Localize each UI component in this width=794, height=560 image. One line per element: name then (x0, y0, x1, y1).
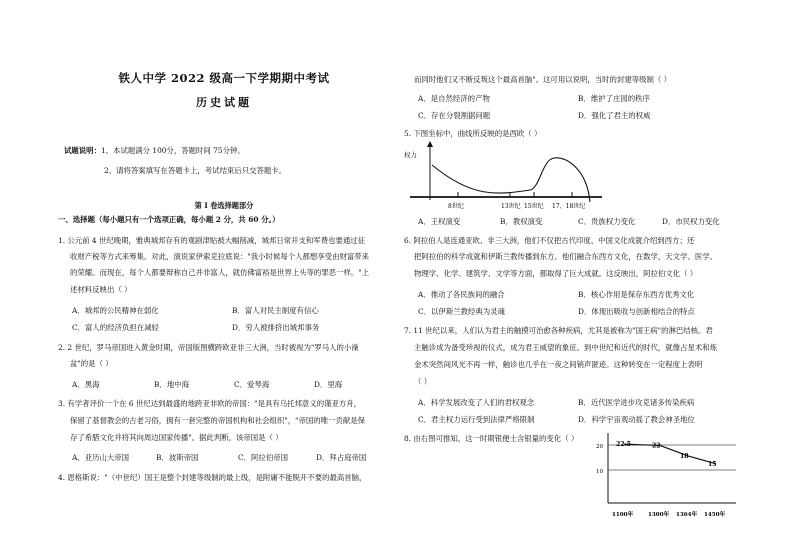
instructions (64, 145, 394, 157)
q4-stem-1: 4. 恩格斯说："（中世纪）国王是整个封建等级制的最上级，是附庸不能脱开不要的最高首脑， (58, 473, 367, 482)
q2-option-c: C．爱琴海 (234, 380, 270, 389)
q6-option-d: D．体现出吸收与创新相结合的特点 (578, 307, 695, 316)
q6-stem-3: 物理学、化学、建筑学、文学等方面，都取得了巨大成就。这反映出，阿拉伯文化（ ） (414, 269, 698, 278)
q5-option-d: D．市民权力变化 (662, 217, 720, 226)
q7-option-a: A．科学发展改变了人们的君权观念 (418, 398, 535, 407)
q4-option-c: C．存在分裂割据问题 (418, 111, 491, 120)
q1-stem-1: 1. 公元前 4 世纪晚期，雅典城邦存有的观剧津贴被大幅削减，城邦日常开支和军费也要通过征 (58, 236, 366, 245)
q6-stem-2: 把阿拉伯的科学成就和伊斯兰教传播到东方。他们融合东西方文化，在数学，天文学、医学、 (414, 252, 718, 261)
q1-option-d: D．穷人被排挤出城邦事务 (232, 323, 320, 332)
q4-option-a: A．是自然经济的产物 (418, 94, 490, 103)
q7-stem-4: （ ） (414, 377, 432, 386)
x-label-13c: 13世纪 (501, 203, 521, 210)
q3-option-c: C．阿拉伯帝国 (238, 453, 288, 462)
q2-stem-2: 盆"的是（ ） (70, 359, 113, 368)
x-label-8c: 8世纪 (448, 203, 464, 210)
silver-x-labels (612, 510, 726, 518)
q3-option-a: A．亚历山大帝国 (72, 453, 130, 462)
exam-subtitle: 历史试题 (196, 96, 252, 109)
silver-x-label: 1300年 (648, 512, 670, 518)
q8-stem: 8. 由右图可推知，这一时期银便士含银量的变化（ ） (404, 434, 579, 443)
silver-series-line (624, 444, 716, 464)
q1-stem-4: 述材料反映出（ ） (70, 285, 132, 294)
q1-option-b: B．富人对民主制度有信心 (232, 306, 319, 315)
q7-option-b: B．近代医学进步攻克诸多传染疾病 (578, 398, 695, 407)
exam-title: 铁人中学 2022 级高一下学期期中考试 (118, 71, 330, 85)
silver-x-label: 1364年 (676, 512, 698, 518)
section-title: 第 I 卷选择题部分 (194, 201, 254, 210)
q7-stem-3: 金术突然间风光不再一样，触诊也几乎在一夜之间销声匿迹。这种转变在一定程度上表明 (414, 360, 703, 369)
q7-option-c: C．君主权力运行受到法律严格限制 (418, 415, 535, 424)
q6-stem-1: 6. 阿拉伯人是连通亚欧、非三大洲，他们不仅把古代印度、中国文化成就介绍到西方；还 (404, 236, 695, 245)
silver-x-label: 1450年 (704, 512, 726, 518)
q1-stem-2: 收财产税等方式来筹集。对此，演说家伊索克拉底说："我小时候每个人都想享受由财富带来 (70, 252, 370, 261)
y-tick-10: 10 (596, 469, 603, 475)
q2-option-d: D．里海 (314, 380, 343, 389)
q1-option-a: A．城邦的公民精神在弱化 (72, 306, 159, 315)
q3-stem-2: 保留了基督教会的古老习俗，拥有一套完整的帝国机构和社会组织"，"帝国的唯一贡献是保 (70, 416, 366, 425)
power-curve (432, 158, 590, 202)
q4-option-b: B．维护了庄园的秩序 (578, 94, 650, 103)
q5-option-b: B．教权演变 (500, 217, 543, 226)
q3-stem-1: 3. 有学者评价一个在 6 世纪达到最盛的地跨亚非欧的帝国："是具有乌托邦意义的谨亚方舟， (58, 399, 362, 408)
power-curve-chart (402, 140, 607, 212)
silver-point-label: 22 (652, 442, 661, 450)
q2-option-a: A．黑海 (72, 380, 100, 389)
instructions-label: 试题说明： (64, 146, 101, 155)
q6-option-b: B．核心作用是保存东西方优秀文化 (578, 290, 695, 299)
y-axis-arrow (427, 141, 433, 147)
silver-point-label: 15 (708, 460, 717, 468)
q2-option-b: B．地中海 (154, 380, 189, 389)
q5-option-a: A．王权演变 (418, 217, 461, 226)
q3-option-b: B．波斯帝国 (156, 453, 199, 462)
silver-x-label: 1100年 (612, 512, 634, 518)
q4-option-d: D．强化了君主的权威 (578, 111, 651, 120)
x-label-15c: 15世纪 (524, 203, 544, 210)
instructions-line1: 1、本试题满分 100分，答题时间 75分钟。 (100, 146, 245, 155)
q7-stem-2: 主触诊成为备受珍视的仪式，成为君王威望的象征。到中世纪和近代的时代，就像占星术和炼 (414, 343, 718, 352)
instructions-line2: 2、请将答案填写在答题卡上，考试结束后只交答题卡。 (104, 166, 287, 175)
q6-option-c: C．以伊斯兰教经典为灵魂 (418, 307, 505, 316)
silver-point-label: 22.5 (616, 441, 632, 449)
q1-stem-3: 的荣耀。而现在，每个人都要辩称自己并非富人，就仿佛富裕是世界上头等的罪恶一样。"上 (70, 268, 370, 277)
x-label-17-18c: 17、18世纪 (552, 203, 586, 210)
q5-stem: 5. 下图坐标中，曲线所反映的是西欧（ ） (404, 129, 542, 138)
section-heading: 一、选择题（每小题只有一个选项正确，每小题 2 分，共 60 分。） (58, 215, 280, 224)
q3-option-d: D．拜占庭帝国 (316, 453, 367, 462)
silver-point-label: 18 (680, 452, 689, 460)
q4-stem-2: 而同时他们又不断反叛这个最高首脑"。这可用以说明，当时的封建等级制（ ） (414, 75, 672, 84)
q2-stem-1: 2. 2 世纪，罗马帝国进入黄金时期，帝国版图横跨欧亚非三大洲，当时被视为"罗马人的小澡 (58, 343, 359, 352)
chart-ylabel: 权力 (404, 151, 417, 159)
y-tick-20: 20 (596, 444, 603, 450)
q5-option-c: C．贵族权力变化 (578, 217, 636, 226)
silver-content-chart (594, 427, 742, 527)
q7-option-d: D．科学宇宙观动摇了教会神圣地位 (578, 415, 695, 424)
q6-option-a: A．推动了各民族间的融合 (418, 290, 505, 299)
q3-stem-3: 存了希腊文化并将其向周边国家传播"。据此判断，该帝国是（ ） (70, 433, 283, 442)
q1-option-c: C．富人的经济负担在减轻 (72, 323, 159, 332)
q7-stem-1: 7. 11 世纪以来，人们认为君主的触摸可治愈各种疾病，尤其是被称为"国王病"的淋巴结核。君 (404, 326, 713, 335)
